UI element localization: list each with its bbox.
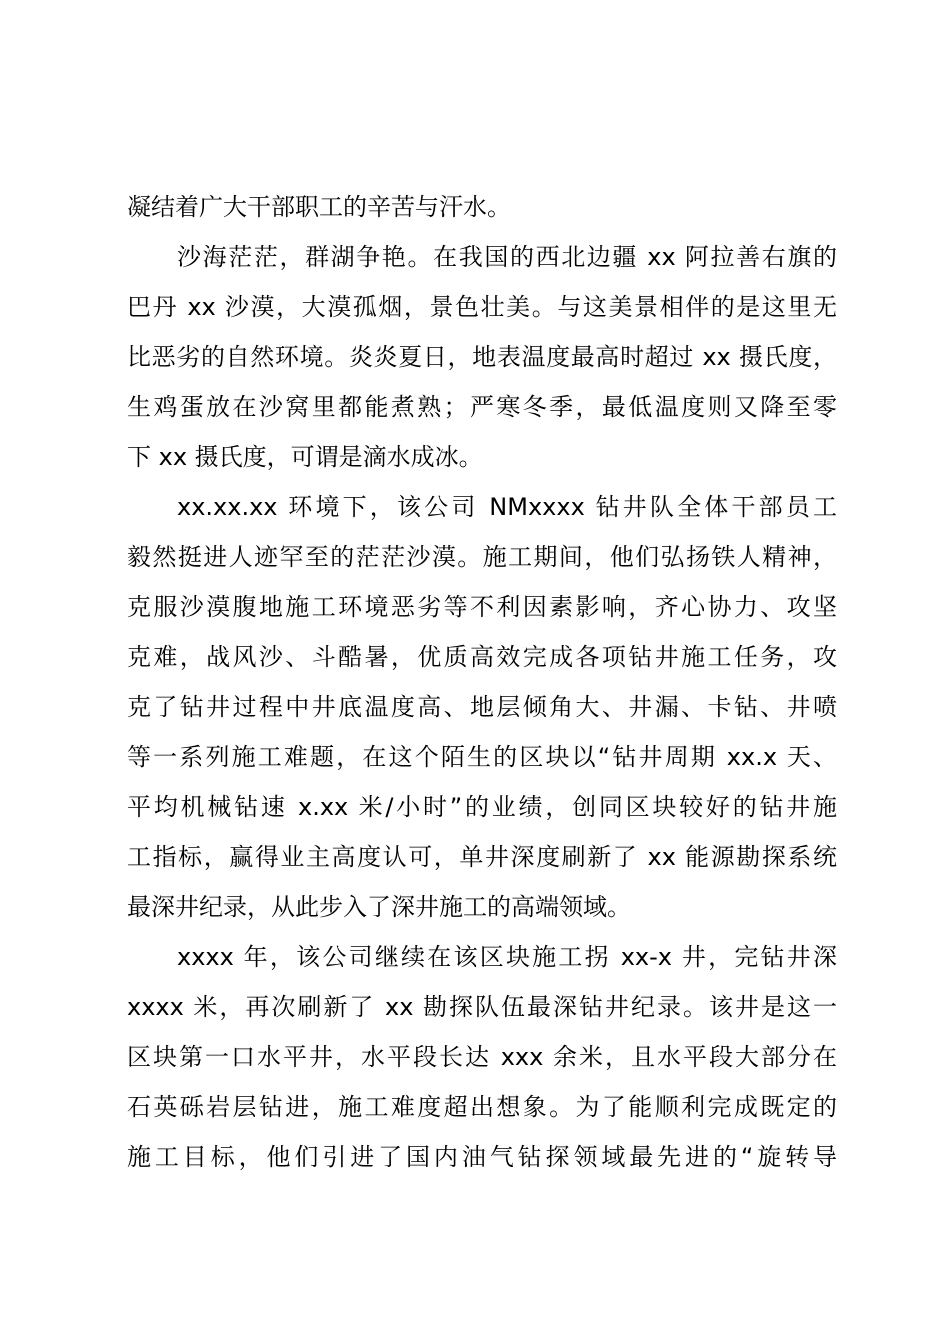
text-line: 生鸡蛋放在沙窝里都能煮熟；严寒冬季，最低温度则又降至零 [127,393,837,421]
text-line: xx.xx.xx 环境下，该公司 NMxxxx 钻井队全体干部员工 [177,493,837,521]
text-line: 平均机械钻速 x.xx 米/小时”的业绩，创同区块较好的钻井施 [127,793,837,821]
text-line: 克难，战风沙、斗酷暑，优质高效完成各项钻井施工任务，攻 [127,643,837,671]
text-line: 比恶劣的自然环境。炎炎夏日，地表温度最高时超过 xx 摄氏度， [127,343,837,371]
text-line: 下 xx 摄氏度，可谓是滴水成冰。 [127,443,483,471]
text-line: 巴丹 xx 沙漠，大漠孤烟，景色壮美。与这美景相伴的是这里无 [127,293,837,321]
text-line: 施工目标，他们引进了国内油气钻探领域最先进的“旋转导 [127,1143,837,1171]
text-line: 克服沙漠腹地施工环境恶劣等不利因素影响，齐心协力、攻坚 [127,593,837,621]
text-line: xxxx 米，再次刷新了 xx 勘探队伍最深钻井纪录。该井是这一 [127,993,837,1021]
text-line: 区块第一口水平井，水平段长达 xxx 余米，且水平段大部分在 [127,1043,837,1071]
text-line: 凝结着广大干部职工的辛苦与汗水。 [127,193,511,221]
body-text [127,182,837,1182]
text-line: 工指标，赢得业主高度认可，单井深度刷新了 xx 能源勘探系统 [127,843,837,871]
text-line: xxxx 年，该公司继续在该区块施工拐 xx-x 井，完钻井深 [177,943,837,971]
text-line: 沙海茫茫，群湖争艳。在我国的西北边疆 xx 阿拉善右旗的 [177,243,837,271]
text-line: 克了钻井过程中井底温度高、地层倾角大、井漏、卡钻、井喷 [127,693,837,721]
text-line: 最深井纪录，从此步入了深井施工的高端领域。 [127,893,631,921]
text-line: 等一系列施工难题，在这个陌生的区块以“钻井周期 xx.x 天、 [127,743,837,771]
text-line: 毅然挺进人迹罕至的茫茫沙漠。施工期间，他们弘扬铁人精神， [127,543,837,571]
text-line: 石英砾岩层钻进，施工难度超出想象。为了能顺利完成既定的 [127,1093,837,1121]
